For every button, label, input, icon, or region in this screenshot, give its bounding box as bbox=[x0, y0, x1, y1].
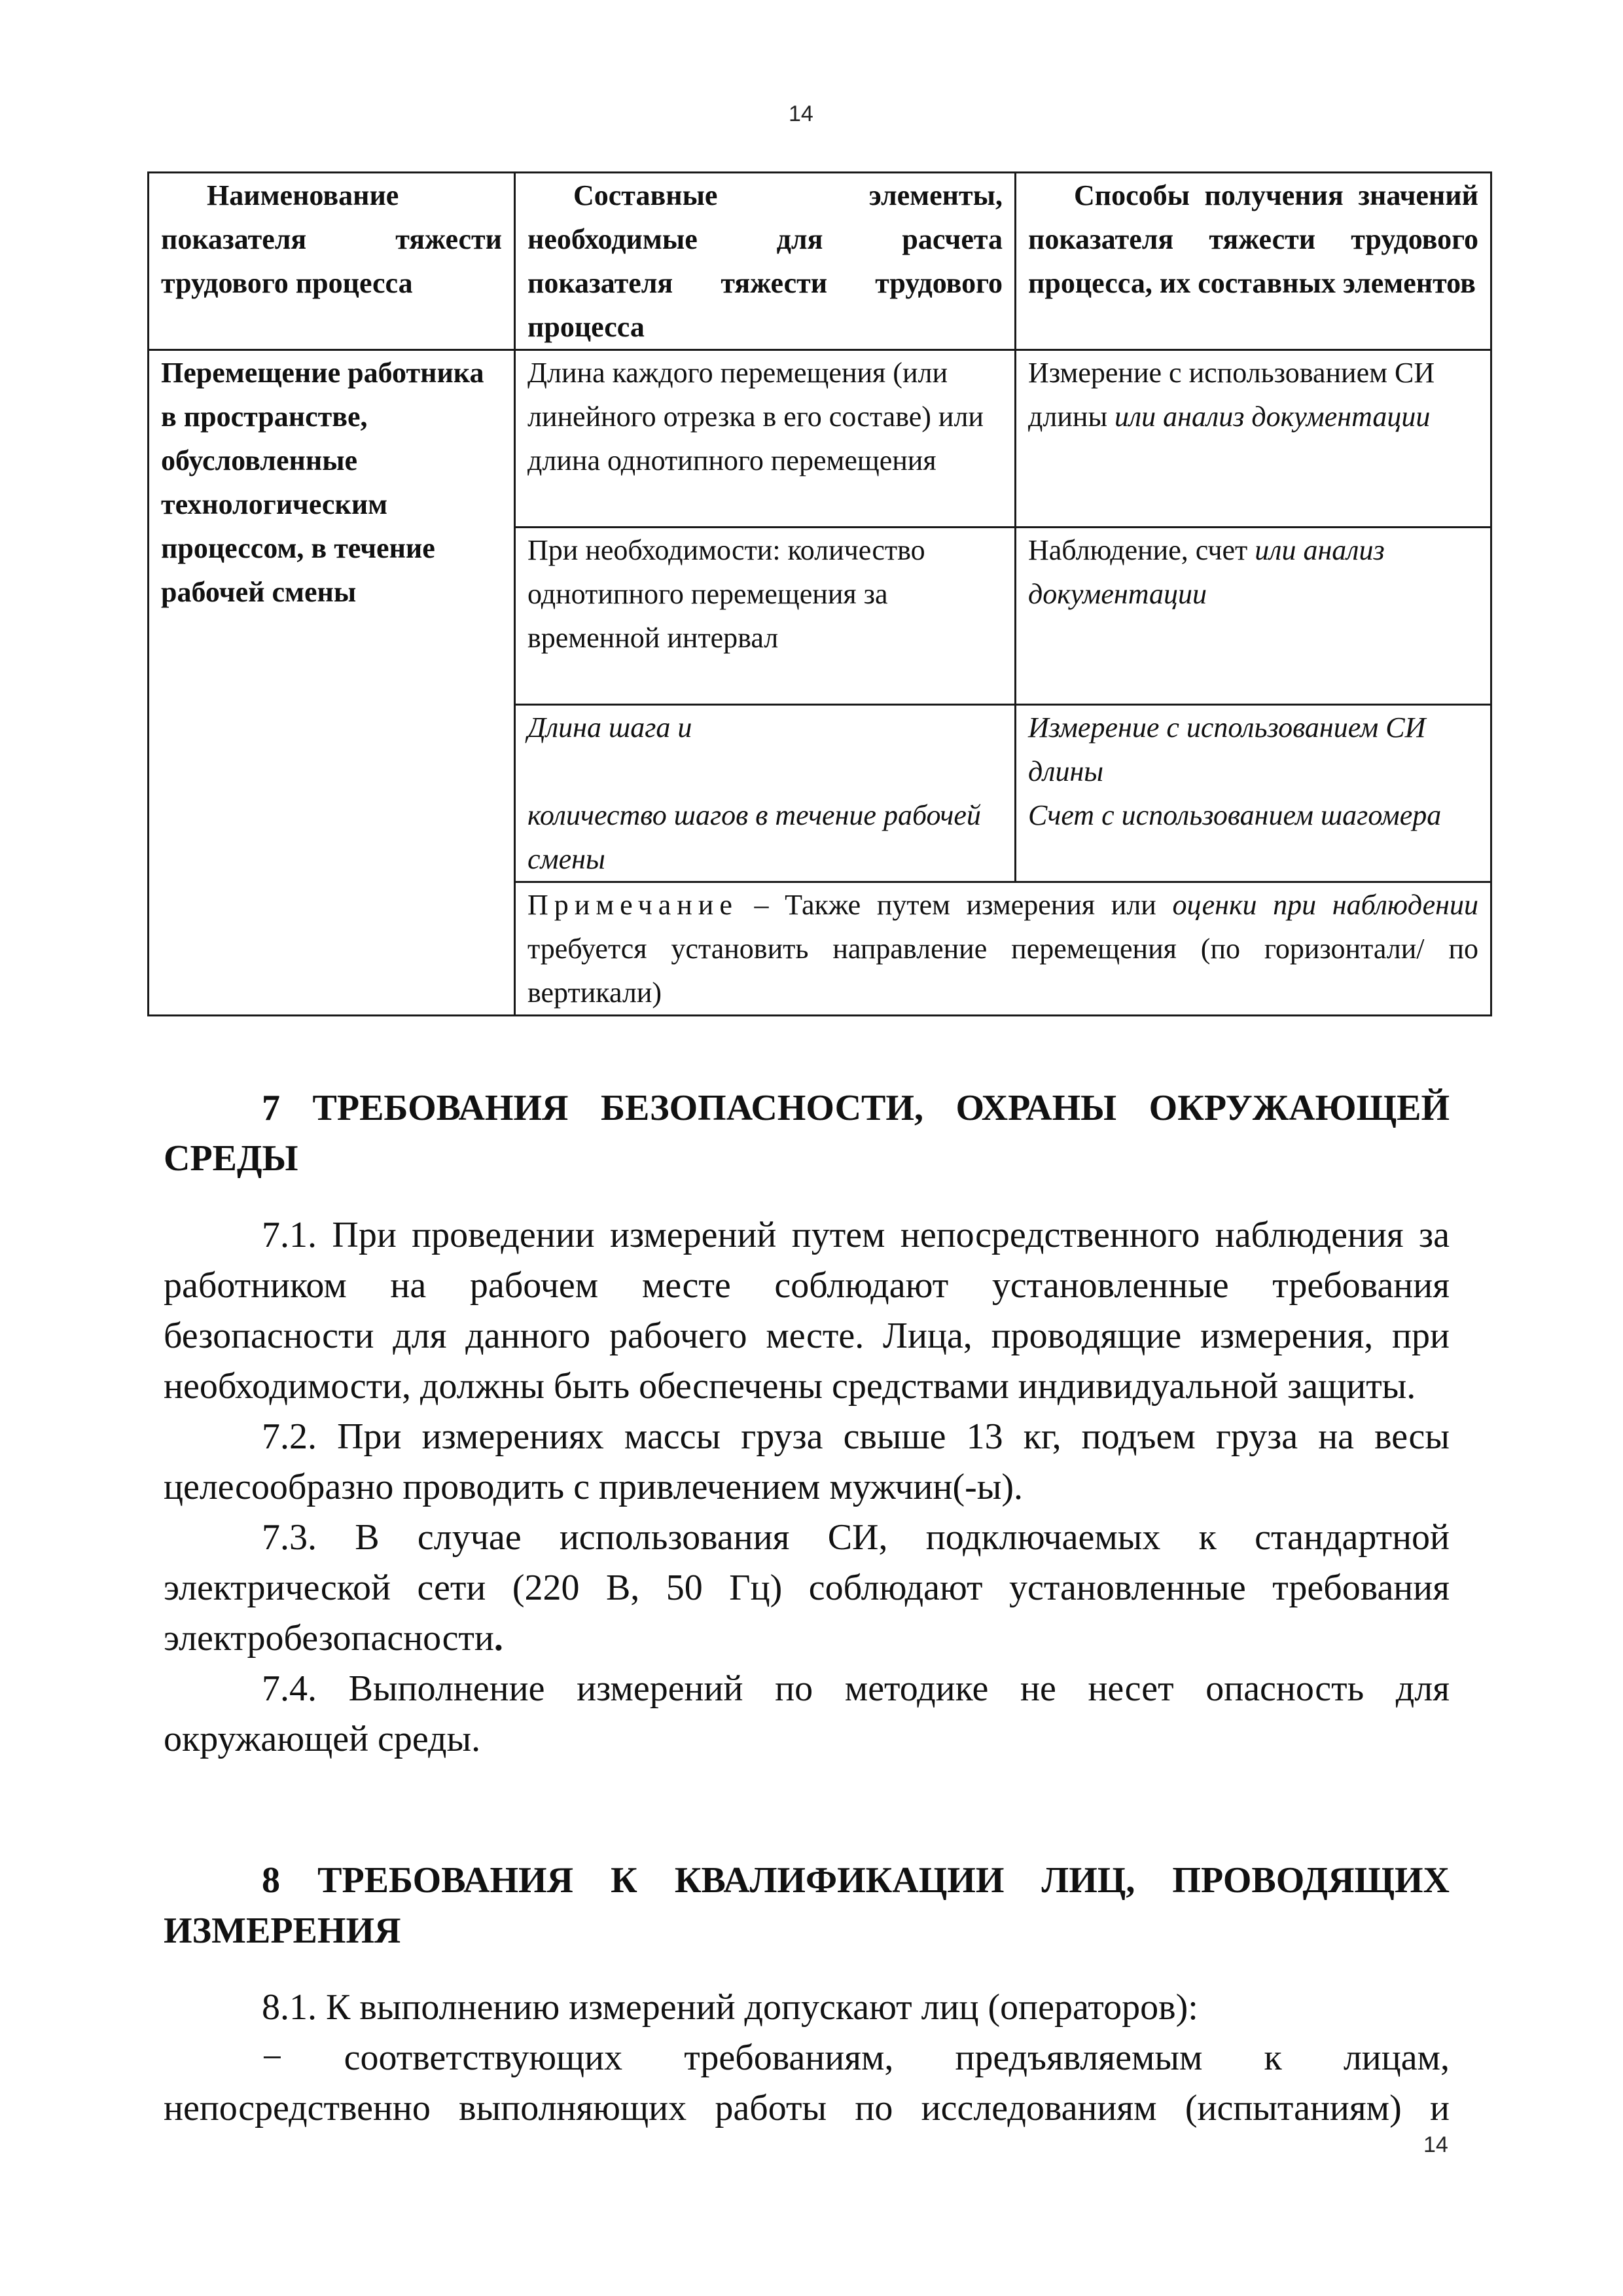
paragraph-7-4: 7.4. Выполнение измерений по методике не несет опасность для окружающей среды. bbox=[164, 1668, 1450, 1759]
method-cell bbox=[1016, 705, 1491, 882]
indicator-table bbox=[147, 171, 1492, 1016]
method-text: Наблюдение, счет bbox=[1028, 534, 1248, 566]
section-8 bbox=[164, 1856, 1450, 2134]
page-number-bottom: 14 bbox=[1423, 2132, 1448, 2157]
header-methods: Способы получения значений показателя тяжести трудового процесса, их составных элементов bbox=[1016, 173, 1491, 350]
paragraph-7-1: 7.1. При проведении измерений путем непосредственного наблюдения за работником на рабочем месте соблюдают установленные требования безопасности для данного рабочего месте. Лица, проводящие измерения, при необходимости, должны быть обеспечены средствами индивидуальной защиты. bbox=[164, 1215, 1450, 1407]
paragraph-7-2: 7.2. При измерениях массы груза свыше 13 кг, подъем груза на весы целесообразно проводить с привлечением мужчин(-ы). bbox=[164, 1416, 1450, 1507]
table-row bbox=[149, 350, 1491, 528]
method-cell bbox=[1016, 350, 1491, 528]
note-label: Примечание bbox=[527, 889, 738, 921]
section-7-title: 7 ТРЕБОВАНИЯ БЕЗОПАСНОСТИ, ОХРАНЫ ОКРУЖАЮЩЕЙ СРЕДЫ bbox=[164, 1088, 1450, 1179]
table-note bbox=[515, 882, 1491, 1016]
component-cell: При необходимости: количество однотипного перемещения за временной интервал bbox=[515, 528, 1016, 705]
header-components: Составные элементы, необходимые для расчета показателя тяжести трудового процесса bbox=[515, 173, 1016, 350]
method-alt-text: или анализ документации bbox=[1115, 401, 1431, 433]
bullet-line bbox=[164, 2033, 1450, 2083]
method-cell bbox=[1016, 528, 1491, 705]
component-cell bbox=[515, 705, 1016, 882]
step-length-text: Длина шага и bbox=[527, 711, 692, 744]
paragraph-7-3-end: . bbox=[493, 1618, 503, 1659]
note-text-b: требуется установить направление перемещения (по горизонтали/ по вертикали) bbox=[527, 933, 1478, 1009]
method-count-text: Счет с использованием шагомера bbox=[1028, 799, 1442, 831]
section-8-title: 8 ТРЕБОВАНИЯ К КВАЛИФИКАЦИИ ЛИЦ, ПРОВОДЯЩИХ ИЗМЕРЕНИЯ bbox=[164, 1860, 1450, 1951]
indicator-name-cell: Перемещение работника в пространстве, обусловленные технологическим процессом, в течение рабочей смены bbox=[149, 350, 515, 1016]
page-number-top: 14 bbox=[789, 101, 813, 126]
bullet-dash: − bbox=[262, 2037, 283, 2078]
section-7 bbox=[164, 1083, 1450, 1765]
method-text: Измерение с использованием СИ длины bbox=[1028, 357, 1435, 433]
method-length-text: Измерение с использованием СИ длины bbox=[1028, 711, 1426, 787]
note-italic-text: оценки при наблюдении bbox=[1172, 889, 1479, 921]
bullet-continuation: непосредственно выполняющих работы по исследованиям (испытаниям) и bbox=[164, 2088, 1450, 2128]
step-count-text: количество шагов в течение рабочей смены bbox=[527, 799, 981, 875]
component-cell: Длина каждого перемещения (или линейного отрезка в его составе) или длина однотипного перемещения bbox=[515, 350, 1016, 528]
paragraph-8-1: 8.1. К выполнению измерений допускают лиц (операторов): bbox=[262, 1987, 1198, 2028]
paragraph-7-3 bbox=[164, 1513, 1450, 1664]
header-indicator-name: Наименование показателя тяжести трудового процесса bbox=[149, 173, 515, 350]
paragraph-7-3-text: 7.3. В случае использования СИ, подключаемых к стандартной электрической сети (220 В, 50 Гц) соблюдают установленные требования электробезопасности bbox=[164, 1517, 1450, 1659]
bullet-word: соответствующих bbox=[344, 2037, 623, 2078]
bullet-word: предъявляемым bbox=[955, 2037, 1203, 2078]
bullet-word: требованиям, bbox=[684, 2037, 894, 2078]
bullet-word: лицам, bbox=[1343, 2037, 1450, 2078]
method-alt-text: или анализ документации bbox=[1028, 534, 1385, 610]
note-text-a: – Также путем измерения или bbox=[738, 889, 1156, 921]
bullet-word: к bbox=[1264, 2037, 1282, 2078]
table-header-row bbox=[149, 173, 1491, 350]
